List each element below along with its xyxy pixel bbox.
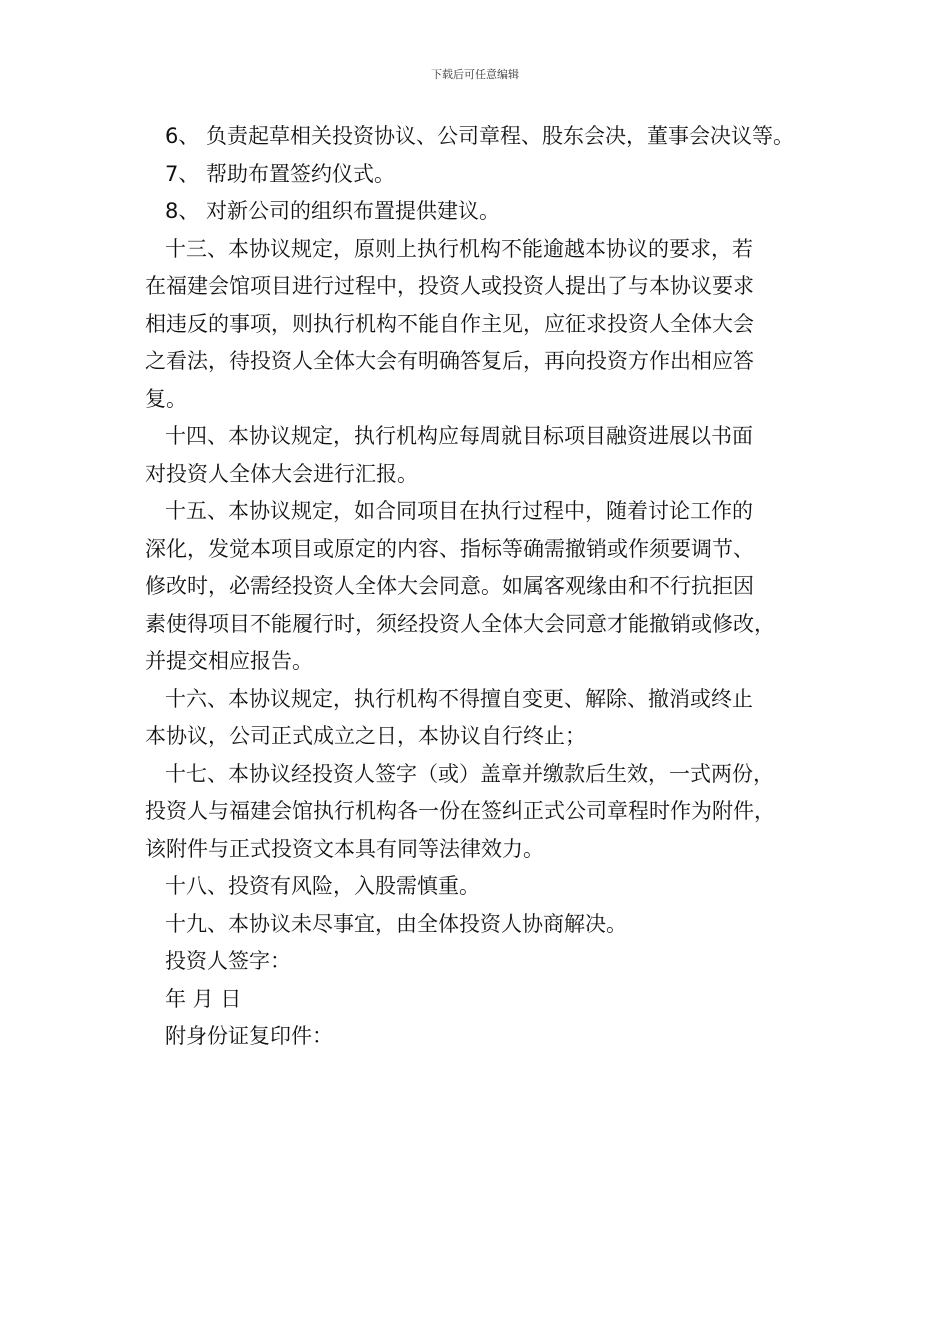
clause-17-line: 该附件与正式投资文本具有同等法律效力。 xyxy=(145,836,544,861)
document-body xyxy=(145,118,815,1056)
clause-15-line: 十五、本协议规定，如合同项目在执行过程中，随着讨论工作的 xyxy=(165,499,753,523)
clause-19: 十九、本协议未尽事宜，由全体投资人协商解决。 xyxy=(165,911,627,936)
clause-17-line: 十七、本协议经投资人签字（或）盖章并缴款后生效，一式两份， xyxy=(165,761,774,786)
clause-13-line: 复。 xyxy=(145,386,187,411)
page-header-note: 下载后可任意编辑 xyxy=(431,68,519,81)
clause-16-line: 十六、本协议规定，执行机构不得擅自变更、解除、撤消或终止 xyxy=(165,686,753,711)
clause-13-line: 十三、本协议规定，原则上执行机构不能逾越本协议的要求，若 xyxy=(165,236,753,261)
clause-13-line: 相违反的事项，则执行机构不能自作主见，应征求投资人全体大会 xyxy=(145,311,754,336)
list-item-6: 6、 负责起草相关投资协议、公司章程、股东会决，董事会决议等。 xyxy=(165,124,795,148)
investor-signature-label: 投资人签字： xyxy=(165,949,291,973)
clause-13-line: 在福建会馆项目进行过程中，投资人或投资人提出了与本协议要求 xyxy=(145,274,754,298)
clause-14-line: 十四、本协议规定，执行机构应每周就目标项目融资进展以书面 xyxy=(165,424,753,448)
clause-15-line: 修改时，必需经投资人全体大会同意。如属客观缘由和不行抗拒因 xyxy=(145,574,754,598)
clause-15-line: 深化，发觉本项目或原定的内容、指标等确需撤销或作须要调节、 xyxy=(145,536,754,561)
clause-18: 十八、投资有风险，入股需慎重。 xyxy=(165,874,480,898)
id-copy-attachment-label: 附身份证复印件： xyxy=(165,1024,333,1048)
list-item-8: 8、 对新公司的组织布置提供建议。 xyxy=(165,199,501,223)
clause-15-line: 并提交相应报告。 xyxy=(145,649,313,673)
clause-17-line: 投资人与福建会馆执行机构各一份在签纠正式公司章程时作为附件， xyxy=(145,799,775,823)
clause-15-line: 素使得项目不能履行时，须经投资人全体大会同意才能撤销或修改， xyxy=(145,611,775,636)
clause-14-line: 对投资人全体大会进行汇报。 xyxy=(145,461,418,486)
clause-13-line: 之看法，待投资人全体大会有明确答复后，再向投资方作出相应答 xyxy=(145,349,754,373)
list-item-7: 7、 帮助布置签约仪式。 xyxy=(165,161,396,186)
clause-16-line: 本协议，公司正式成立之日，本协议自行终止； xyxy=(145,724,586,748)
date-line: 年 月 日 xyxy=(165,986,242,1011)
